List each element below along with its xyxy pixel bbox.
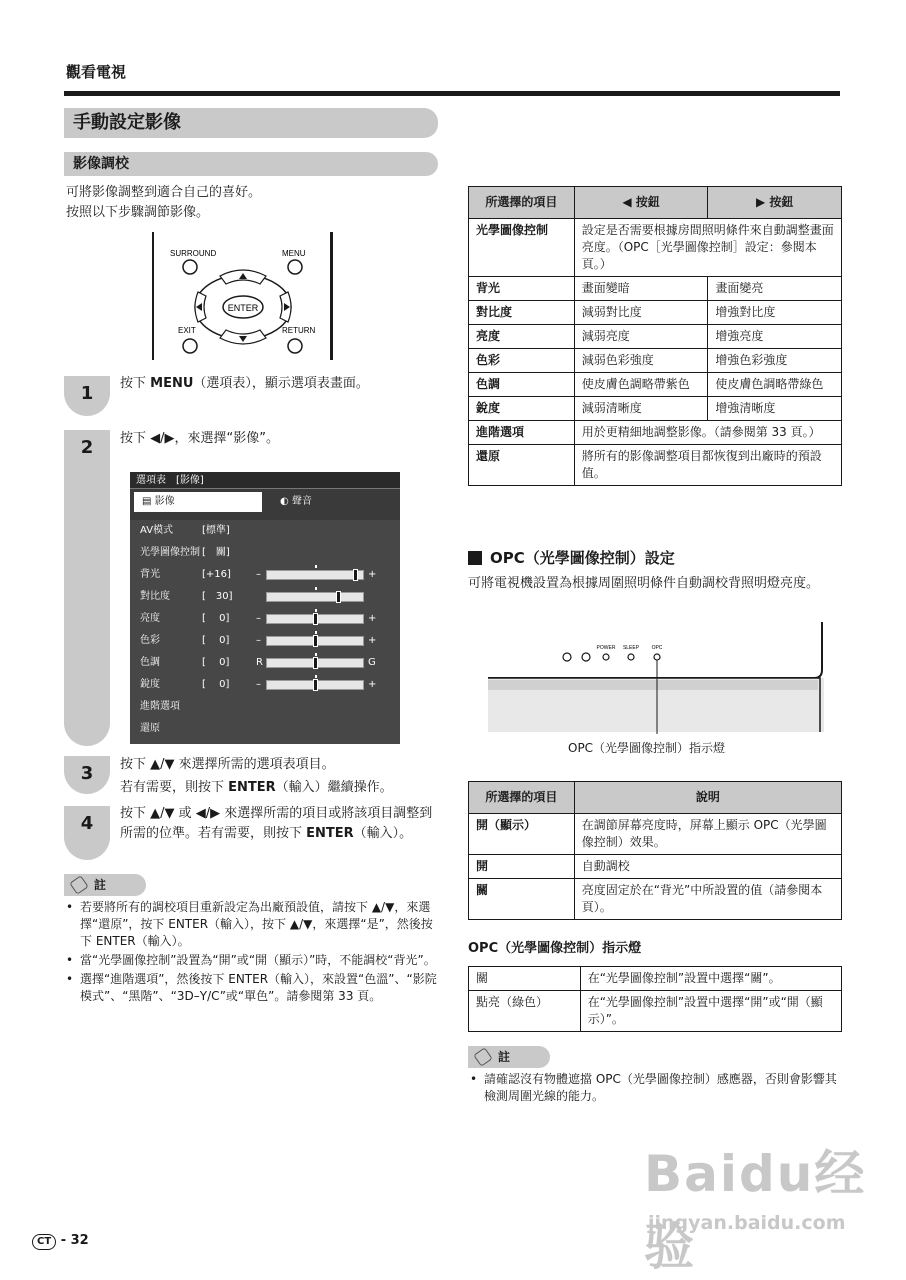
note-item: • 請確認沒有物體遮擋 OPC（光學圖像控制）感應器，否則會影響其檢測周圍光線的能力。: [470, 1071, 844, 1105]
step-4-text: [120, 804, 442, 844]
left-button-cell: 減弱對比度: [574, 301, 708, 325]
picture-icon: ▤: [142, 496, 155, 507]
power-indicator: [603, 654, 609, 660]
slider-center-mark: [315, 565, 317, 568]
opc-title-text: OPC（光學圖像控制）設定: [490, 549, 675, 567]
menu-row[interactable]: [140, 608, 395, 630]
enter-label: ENTER: [227, 303, 259, 313]
opc-description: 可將電視機設置為根據周圍照明條件自動調校背照明燈亮度。: [468, 576, 820, 591]
baidu-watermark: [644, 1138, 884, 1276]
note-item: • 若要將所有的調校項目重新設定為出廠預設值，請按下 ▲/▼，來選擇“還原”，按下 ENTER（輸入），按下 ▲/▼，來選擇“是”，然後按下 ENTER（輸入）。: [66, 899, 440, 950]
exit-button[interactable]: [183, 339, 197, 353]
item-cell: 色調: [469, 373, 575, 397]
slider-max-label: +: [368, 635, 377, 646]
slider-min-label: –: [256, 635, 261, 646]
heading-sub: 影像調校: [64, 152, 438, 176]
menu-screen: [130, 472, 400, 744]
note-badge-left: [64, 874, 146, 896]
slider-track[interactable]: [266, 570, 364, 580]
watermark-url: jingyan.baidu.com: [648, 1212, 846, 1234]
intro-line: 按照以下步驟調節影像。: [66, 205, 210, 220]
page-footer: [32, 1232, 89, 1251]
note-list-left: [66, 899, 440, 1007]
heading-main: 手動設定影像: [64, 108, 438, 138]
table-row: [469, 814, 842, 855]
step-1-key: MENU: [150, 376, 194, 391]
menu-row-label: AV模式: [140, 525, 174, 536]
item-cell: 還原: [469, 445, 575, 486]
step-3-line2: [120, 778, 442, 798]
left-button-cell: 減弱色彩強度: [574, 349, 708, 373]
top-rule: [64, 91, 840, 96]
left-button-cell: 減弱清晰度: [574, 397, 708, 421]
remote-illustration: [152, 232, 334, 360]
table-row: [469, 397, 842, 421]
menu-row-label: 色彩: [140, 635, 160, 646]
item-cell: 對比度: [469, 301, 575, 325]
note-badge-right: [468, 1046, 550, 1068]
indicator-table: [468, 966, 842, 1032]
left-button-cell: 畫面變暗: [574, 277, 708, 301]
item-cell: 亮度: [469, 325, 575, 349]
menu-row-value: [ 0]: [202, 679, 230, 690]
slider-thumb[interactable]: [313, 635, 318, 647]
menu-row-value: [ 關]: [202, 547, 230, 558]
item-cell: 開（顯示）: [469, 814, 575, 855]
pencil-icon: [473, 1047, 492, 1066]
table-row: [469, 445, 842, 486]
slider-track[interactable]: [266, 636, 364, 646]
desc-cell: 在“光學圖像控制”設置中選擇“關”。: [580, 967, 841, 991]
note-list-right: [470, 1071, 844, 1107]
menu-row-label: 背光: [140, 569, 160, 580]
col-header: 所選擇的項目: [469, 782, 575, 814]
right-button-cell: 增強清晰度: [708, 397, 842, 421]
menu-body: [130, 520, 400, 744]
left-button-cell: 使皮膚色調略帶紫色: [574, 373, 708, 397]
desc-cell: 將所有的影像調整項目都恢復到出廠時的預設值。: [574, 445, 841, 486]
menu-row-value: [ 0]: [202, 657, 230, 668]
table-row: [469, 991, 842, 1032]
slider-max-label: +: [368, 679, 377, 690]
step-3-pre: 若有需要，則按下: [120, 780, 229, 795]
tab-sound-label: 聲音: [291, 496, 312, 507]
opc-title: [468, 548, 675, 570]
menu-row-value: [+16]: [202, 569, 231, 580]
step-4-key: ENTER: [306, 826, 354, 841]
slider-min-label: –: [256, 613, 261, 624]
menu-row[interactable]: [140, 630, 395, 652]
tv-caption: OPC（光學圖像控制）指示燈: [568, 741, 726, 755]
table-row: [469, 373, 842, 397]
desc-cell: 在“光學圖像控制”設置中選擇“開”或“開（顯示）”。: [580, 991, 841, 1032]
slider-center-mark: [315, 587, 317, 590]
right-button-cell: 增強亮度: [708, 325, 842, 349]
menu-row[interactable]: [140, 674, 395, 696]
menu-row-value: [ 0]: [202, 613, 230, 624]
indicator-title: OPC（光學圖像控制）指示燈: [468, 941, 642, 956]
opc-settings-table: [468, 781, 842, 920]
note-label: 註: [94, 878, 107, 892]
desc-cell: 用於更精細地調整影像。（請參閱第 33 頁。）: [574, 421, 841, 445]
menu-label: MENU: [282, 249, 306, 258]
sleep-indicator: [628, 654, 634, 660]
right-button-cell: 增強色彩強度: [708, 349, 842, 373]
table-row: [469, 277, 842, 301]
slider-max-label: +: [368, 613, 377, 624]
desc-cell: 設定是否需要根據房間照明條件來自動調整畫面亮度。（OPC［光學圖像控制］設定：參閱本頁。）: [574, 219, 841, 277]
tab-picture-label: 影像: [154, 496, 175, 507]
desc-cell: 自動調校: [574, 855, 841, 879]
menu-row[interactable]: [140, 696, 395, 718]
state-cell: 點亮（綠色）: [469, 991, 581, 1032]
menu-row[interactable]: [140, 586, 395, 608]
item-cell: 開: [469, 855, 575, 879]
opc-indicator: [654, 654, 660, 660]
menu-row-value: [ 30]: [202, 591, 233, 602]
slider-thumb[interactable]: [313, 657, 318, 669]
note-item: • 選擇“進階選項”，然後按下 ENTER（輸入），來設置“色溫”、“影院模式”、“黑階”、“3D–Y/C”或“單色”。請參閱第 33 頁。: [66, 971, 440, 1005]
surround-button[interactable]: [183, 260, 197, 274]
state-cell: 關: [469, 967, 581, 991]
slider-track[interactable]: [266, 614, 364, 624]
table-row: [469, 349, 842, 373]
menu-row-label: 色調: [140, 657, 160, 668]
desc-cell: 亮度固定於在“背光”中所設置的值（請參閱本頁）。: [574, 879, 841, 920]
slider-max-label: G: [368, 657, 376, 668]
menu-row[interactable]: [140, 564, 395, 586]
right-button-cell: 畫面變亮: [708, 277, 842, 301]
step-4-pre: 按下 ▲/▼ 或 ◀/▶ 來選擇所需的項目或將該項目調整到所需的位準。若有需要，則按下: [120, 806, 433, 841]
step-3-key: ENTER: [228, 780, 276, 795]
slider-thumb[interactable]: [353, 569, 358, 581]
square-bullet-icon: [468, 551, 482, 565]
desc-cell: 在調節屏幕亮度時，屏幕上顯示 OPC（光學圖像控制）效果。: [574, 814, 841, 855]
slider-min-label: –: [256, 679, 261, 690]
step-4-number: 4: [80, 813, 94, 834]
slider-thumb[interactable]: [313, 679, 318, 691]
return-label: RETURN: [282, 326, 316, 335]
slider-min-label: R: [256, 657, 263, 668]
section-title: 觀看電視: [66, 63, 127, 81]
slider-thumb[interactable]: [313, 613, 318, 625]
speaker-icon: ◐: [280, 496, 292, 507]
slider-thumb[interactable]: [336, 591, 341, 603]
adjustment-table: [468, 186, 842, 486]
item-cell: 光學圖像控制: [469, 219, 575, 277]
slider-center-mark: [315, 675, 317, 678]
step-4-post: （輸入）。: [353, 826, 413, 841]
menu-button[interactable]: [288, 260, 302, 274]
item-cell: 進階選項: [469, 421, 575, 445]
return-button[interactable]: [288, 339, 302, 353]
slider-min-label: –: [256, 569, 261, 580]
slider-track[interactable]: [266, 658, 364, 668]
power-label: POWER: [596, 645, 616, 651]
menu-row[interactable]: [140, 520, 395, 542]
intro-text: [66, 183, 436, 223]
table-row: [469, 855, 842, 879]
table-row: [469, 421, 842, 445]
table-row: [469, 301, 842, 325]
step-3-number: 3: [80, 763, 94, 784]
step-1-post: （選項表），顯示選項表畫面。: [193, 376, 369, 391]
menu-tabs: [130, 489, 400, 515]
right-button-cell: 增強對比度: [708, 301, 842, 325]
tab-picture[interactable]: [134, 492, 262, 512]
step-1-pre: 按下: [120, 376, 151, 391]
col-header: 說明: [574, 782, 841, 814]
slider-track[interactable]: [266, 592, 364, 602]
menu-row-value: [ 0]: [202, 635, 230, 646]
menu-row[interactable]: [140, 652, 395, 674]
note-item: • 當“光學圖像控制”設置為“開”或“開（顯示）”時，不能調校“背光”。: [66, 952, 440, 969]
left-button-cell: 減弱亮度: [574, 325, 708, 349]
tab-sound[interactable]: [272, 492, 392, 512]
step-3-line1: 按下 ▲/▼ 來選擇所需的選項表項目。: [120, 757, 335, 772]
col-header: ◀ 按鈕: [574, 187, 708, 219]
menu-row-label: 對比度: [140, 591, 170, 602]
step-2-bar: [64, 430, 110, 746]
slider-center-mark: [315, 631, 317, 634]
menu-row[interactable]: [140, 542, 395, 564]
table-row: [469, 967, 842, 991]
menu-row-label: 銳度: [140, 679, 160, 690]
slider-center-mark: [315, 653, 317, 656]
step-1-number: 1: [80, 383, 94, 404]
step-1-text: [120, 374, 442, 394]
note-label: 註: [498, 1050, 511, 1064]
slider-track[interactable]: [266, 680, 364, 690]
item-cell: 色彩: [469, 349, 575, 373]
opc-label: OPC: [651, 645, 663, 651]
menu-row-label: 亮度: [140, 613, 160, 624]
sleep-label: SLEEP: [622, 645, 640, 651]
step-3-text: [120, 755, 442, 798]
table-row: [469, 879, 842, 920]
slider-max-label: +: [368, 569, 377, 580]
step-2-text: 按下 ◀/▶，來選擇“影像”。: [120, 431, 279, 446]
surround-label: SURROUND: [170, 249, 217, 258]
menu-row-value: [標準]: [202, 525, 230, 536]
menu-row-label: 還原: [140, 723, 160, 734]
menu-row-label: 進階選項: [140, 701, 180, 712]
right-button-cell: 使皮膚色調略帶綠色: [708, 373, 842, 397]
step-3-post: （輸入）繼續操作。: [275, 780, 393, 795]
intro-line: 可將影像調整到適合自己的喜好。: [66, 185, 262, 200]
item-cell: 銳度: [469, 397, 575, 421]
menu-row[interactable]: [140, 718, 395, 740]
watermark-logo: Baidu经验: [644, 1145, 867, 1276]
pencil-icon: [69, 875, 88, 894]
item-cell: 背光: [469, 277, 575, 301]
exit-label: EXIT: [178, 326, 196, 335]
step-2-number: 2: [80, 437, 94, 458]
tv-front-illustration: [488, 622, 826, 734]
lang-badge: CT: [32, 1234, 56, 1250]
menu-header: 選項表 [影像]: [130, 472, 400, 489]
menu-row-label: 光學圖像控制: [140, 547, 200, 558]
item-cell: 關: [469, 879, 575, 920]
table-row: [469, 325, 842, 349]
table-row: [469, 219, 842, 277]
col-header: 所選擇的項目: [469, 187, 575, 219]
page-number: - 32: [60, 1233, 89, 1248]
col-header: ▶ 按鈕: [708, 187, 842, 219]
slider-center-mark: [315, 609, 317, 612]
